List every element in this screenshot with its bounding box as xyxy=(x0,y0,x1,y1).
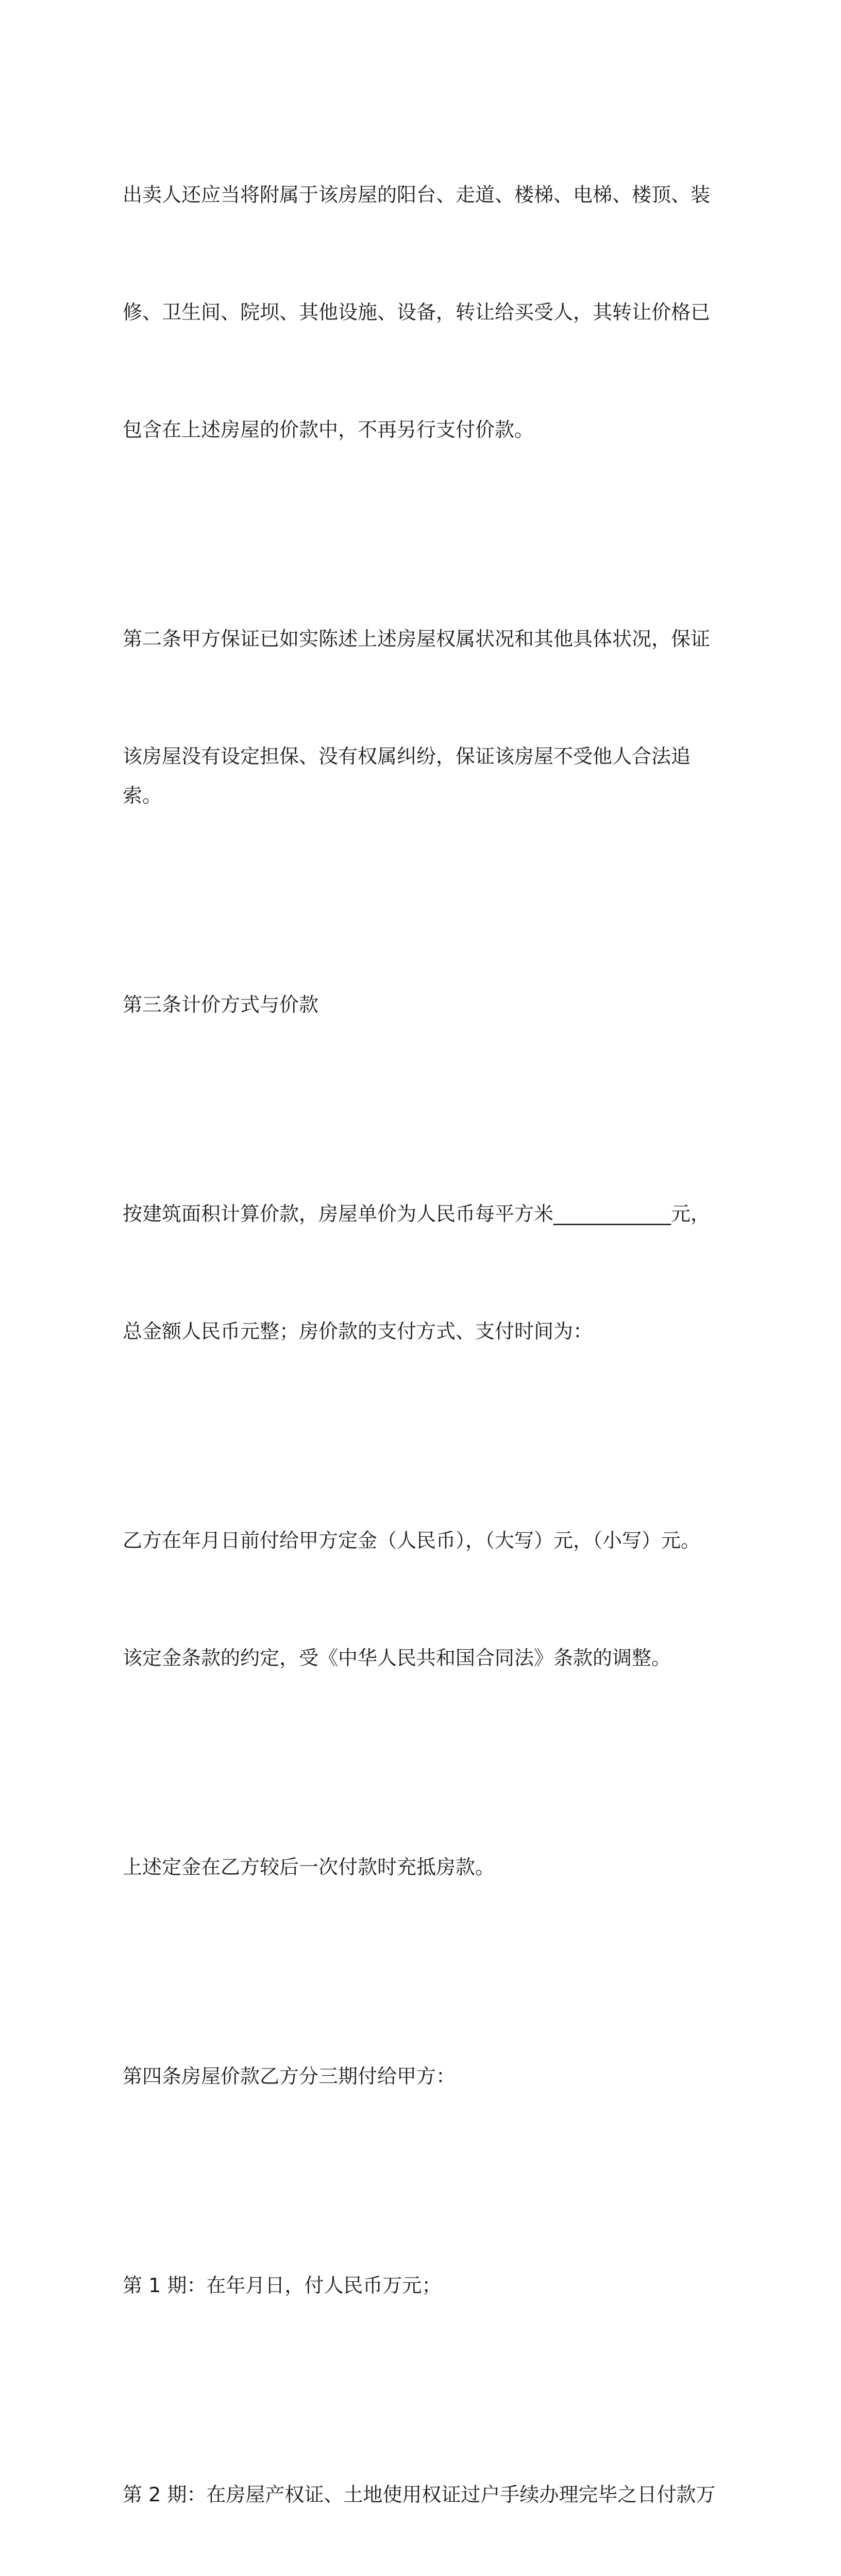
text-line: 修、卫生间、院坝、其他设施、设备，转让给买受人，其转让价格已 xyxy=(123,301,711,324)
text-line: 出卖人还应当将附属于该房屋的阳台、走道、楼梯、电梯、楼顶、装 xyxy=(123,183,711,206)
text-line: 包含在上述房屋的价款中，不再另行支付价款。 xyxy=(123,418,534,441)
text-line: 第四条房屋价款乙方分三期付给甲方： xyxy=(123,2065,456,2088)
text-line: 该房屋没有设定担保、没有权属纠纷，保证该房屋不受他人合法追索。 xyxy=(123,745,691,807)
document-body xyxy=(123,97,720,2576)
paragraph-deposit xyxy=(123,1443,720,1756)
text-line: 该定金条款的约定，受《中华人民共和国合同法》条款的调整。 xyxy=(123,1647,671,1669)
paragraph-deposit-offset xyxy=(123,1769,720,1965)
paragraph-article-4-heading xyxy=(123,1978,720,2174)
paragraph-attachments xyxy=(123,97,720,528)
text-line: 第 1 期：在年月日，付人民币万元； xyxy=(123,2274,442,2297)
text-line: 第 2 期：在房屋产权证、土地使用权证过户手续办理完毕之日付款万 xyxy=(123,2483,716,2506)
text-line: 第三条计价方式与价款 xyxy=(123,993,319,1016)
paragraph-article-2 xyxy=(123,541,720,893)
paragraph-article-3-heading xyxy=(123,907,720,1103)
text-line: 总金额人民币元整；房价款的支付方式、支付时间为： xyxy=(123,1320,593,1343)
text-line: 第二条甲方保证已如实陈述上述房屋权属状况和其他具体状况，保证 xyxy=(123,628,711,650)
text-line: 上述定金在乙方较后一次付款时充抵房款。 xyxy=(123,1856,495,1878)
paragraph-installment-1 xyxy=(123,2188,720,2383)
text-line: 乙方在年月日前付给甲方定金（人民币），（大写）元，（小写）元。 xyxy=(123,1529,701,1552)
paragraph-pricing xyxy=(123,1116,720,1429)
paragraph-installment-2 xyxy=(123,2397,720,2576)
text-line: 按建筑面积计算价款，房屋单价为人民币每平方米____________元， xyxy=(123,1202,711,1225)
